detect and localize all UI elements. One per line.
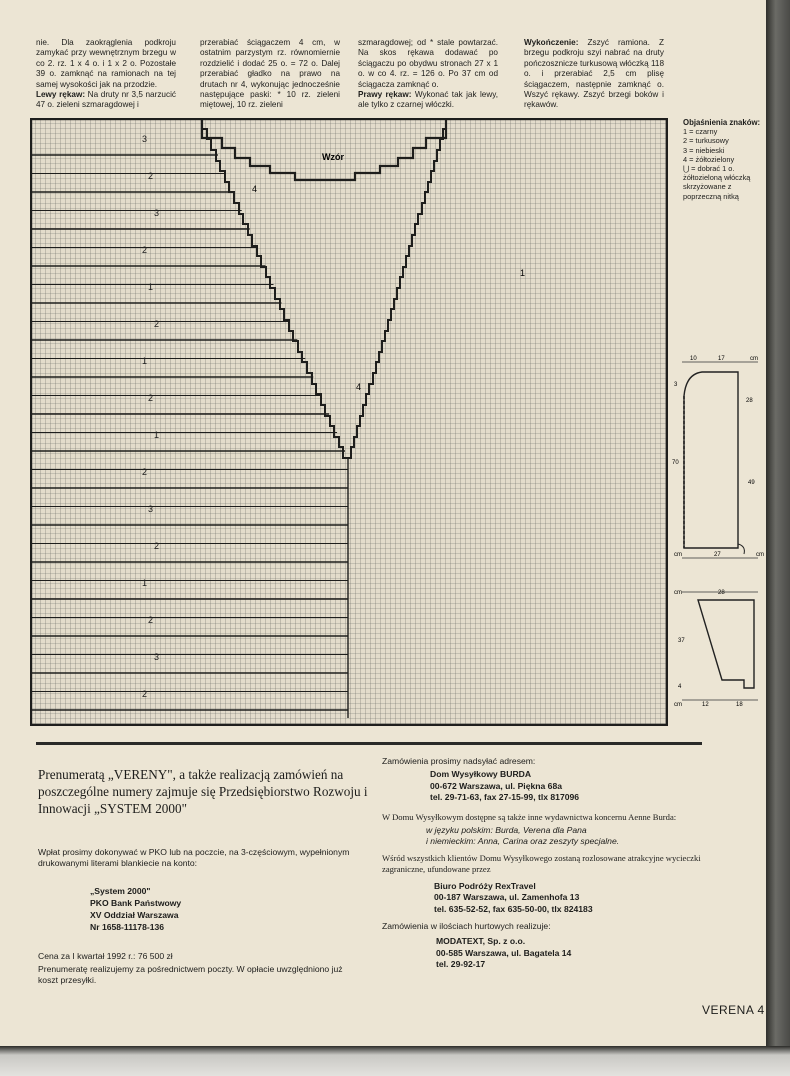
payment-intro: Wpłat prosimy dokonywać w PKO lub na poczcie, na 3-częściowym, wypełnionym drukowanymi literami blankiecie na konto: xyxy=(38,847,350,868)
body-dim-top-cm: cm xyxy=(750,356,758,362)
sleeve-schematic xyxy=(672,584,768,708)
sleeve-dim-bottom-cm: cm xyxy=(674,702,682,708)
body-dim-right-upper: 28 xyxy=(746,398,753,404)
body-dim-left-top: 3 xyxy=(674,382,678,388)
instructions-column-1 xyxy=(36,38,176,111)
stripe-label: 3 xyxy=(154,208,160,218)
order-info xyxy=(382,756,702,971)
legend-item-1: 1 = czarny xyxy=(683,127,718,137)
sleeve-dim-left-bottom: 4 xyxy=(678,684,682,690)
stripe-label: 3 xyxy=(154,652,160,662)
stripe-label: 2 xyxy=(148,393,154,403)
publications-polish: w języku polskim: Burda, Verena dla Pana xyxy=(426,824,587,835)
instructions-column-3 xyxy=(358,38,498,111)
postal-note: Prenumeratę realizujemy za pośrednictwem poczty. W opłacie uwzględniono już koszt przesyłki. xyxy=(38,964,343,985)
sleeve-dim-bottom-12: 12 xyxy=(702,702,709,708)
burda-address xyxy=(430,769,702,804)
account-line-1: „System 2000" xyxy=(90,886,151,896)
sleeve-dim-top-28: 28 xyxy=(718,590,725,596)
col4-text: Zszyć ramiona. Z brzegu podkroju szyi nabrać na druty pończosznicze turkusową włóczką 118 o. i przerabiać 2,5 cm plisę ściągaczem, następnie zamknąć o. Wszyć rękawy. Zszyć brzegi boków i rękawów. xyxy=(524,38,665,110)
legend-item-extra: ⋃ = dobrać 1 o. żółtozieloną włóczką skrzyżowane z poprzeczną nitką xyxy=(683,164,751,201)
stripe-label: 3 xyxy=(148,504,154,514)
body-dim-top-17: 17 xyxy=(718,356,725,362)
col3-text: szmaragdowej; od * stale powtarzać. Na skos rękawa dodawać po ściągaczu po obydwu stronach 27 x 1 o. w co 4. rz. = 126 o. Po 37 cm od ściągacza zamknąć o. xyxy=(358,38,498,89)
region-label-center: 4 xyxy=(356,382,362,392)
modatext-address xyxy=(436,936,702,971)
body-dim-bottom-27: 27 xyxy=(714,552,721,558)
price-info: Cena za I kwartał 1992 r.: 76 500 zł xyxy=(38,951,173,961)
travel-line-2: 00-187 Warszawa, ul. Zamenhofa 13 xyxy=(434,892,580,902)
page-edge-shadow-bottom xyxy=(0,1046,790,1076)
chart-grid xyxy=(30,118,668,726)
sleeve-dim-top-cm: cm xyxy=(674,590,682,596)
body-dim-bottom-cm-right: cm xyxy=(756,552,764,558)
stripe-label: 2 xyxy=(142,467,148,477)
body-schematic xyxy=(672,352,768,564)
burda-line-3: tel. 29-71-63, fax 27-15-99, tlx 817096 xyxy=(430,792,580,802)
legend-item-2: 2 = turkusowy xyxy=(683,136,729,146)
stripe-label: 1 xyxy=(142,356,148,366)
body-dim-bottom-cm-left: cm xyxy=(674,552,682,558)
body-dim-top-10: 10 xyxy=(690,356,697,362)
stripe-label: 1 xyxy=(154,430,160,440)
subscription-info xyxy=(38,766,368,986)
clients-raffle: Wśród wszystkich klientów Domu Wysyłkowego zostaną rozlosowane atrakcyjne wycieczki zagraniczne, ufundowane przez xyxy=(382,852,701,874)
chart-legend xyxy=(683,118,765,201)
stripe-label: 2 xyxy=(142,245,148,255)
legend-title: Objaśnienia znaków: xyxy=(683,118,761,127)
page-footer-label: VERENA 4 xyxy=(702,1003,765,1017)
page-edge-shadow-right xyxy=(766,0,790,1076)
stripe-label: 2 xyxy=(154,319,160,329)
account-line-2: PKO Bank Państwowy xyxy=(90,898,182,908)
chart-title: Wzór xyxy=(322,152,344,162)
sleeve-outline xyxy=(698,600,754,688)
col1-heading-left-sleeve: Lewy rękaw: xyxy=(36,90,86,100)
wholesale-intro: Zamówienia w ilościach hurtowych realizuje: xyxy=(382,921,551,931)
instructions-column-4 xyxy=(524,38,664,111)
legend-item-3: 3 = niebieski xyxy=(683,145,725,155)
knitting-pattern-chart xyxy=(30,118,668,726)
burda-line-1: Dom Wysyłkowy BURDA xyxy=(430,769,532,779)
col2-text: przerabiać ściągaczem 4 cm, w ostatnim parzystym rz. równomiernie rozdzielić i dodać 25 o. = 72 o. Dalej przerabiać gładko na prawo na drutach nr 4, wykonując jednocześnie następujące paski: * 10 rz. zieleni miętowej, 10 rz. zieleni xyxy=(200,38,340,110)
stripe-label: 3 xyxy=(142,134,148,144)
stripe-label: 2 xyxy=(148,615,154,625)
body-outline xyxy=(684,372,738,548)
section-divider xyxy=(36,742,702,745)
modatext-line-1: MODATEXT, Sp. z o.o. xyxy=(436,936,526,946)
account-line-4: Nr 1658-11178-136 xyxy=(90,922,165,932)
col1-text-2: Na druty nr 3,5 narzucić 47 o. zieleni szmaragdowej i xyxy=(36,90,176,110)
account-line-3: XV Oddział Warszawa xyxy=(90,910,179,920)
orders-intro: Zamówienia prosimy nadsyłać adresem: xyxy=(382,756,536,766)
sleeve-dim-left-37: 37 xyxy=(678,638,685,644)
col1-text: nie. Dla zaokrąglenia podkroju zamykać przy wewnętrznym brzegu w co 2. rz. 1 x 4 o. i 1 x 2 o. Pozostałe 39 o. zamknąć na ramionach na tej samej wysokości jak na przodzie. xyxy=(36,38,176,89)
modatext-line-3: tel. 29-92-17 xyxy=(436,959,486,969)
bank-account xyxy=(90,885,368,933)
body-hem-curve xyxy=(738,544,744,554)
region-label-left: 4 xyxy=(252,184,258,194)
region-label-right: 1 xyxy=(520,268,526,278)
burda-line-2: 00-672 Warszawa, ul. Piękna 68a xyxy=(430,780,563,791)
col4-heading-finishing: Wykończenie: xyxy=(524,38,579,47)
stripe-label: 1 xyxy=(142,578,148,588)
body-dim-left-mid: 70 xyxy=(672,460,679,466)
travel-line-3: tel. 635-52-52, fax 635-50-00, tlx 824183 xyxy=(434,903,593,914)
publications-german: i niemieckim: Anna, Carina oraz zeszyty specjalne. xyxy=(426,835,620,846)
other-publications: W Domu Wysyłkowym dostępne są także inne wydawnictwa koncernu Aenne Burda: xyxy=(382,811,677,822)
stripe-label: 1 xyxy=(148,282,154,292)
travel-agency-address xyxy=(434,881,702,916)
sleeve-dim-bottom-18: 18 xyxy=(736,702,743,708)
stripe-label: 2 xyxy=(142,689,148,699)
stripe-label: 2 xyxy=(148,171,154,181)
subscription-headline: Prenumeratą „VERENY", a także realizacją zamówień na poszczególne numery zajmuje się Przedsiębiorstwo Rozwoju i Innowacji „SYSTEM 2000" xyxy=(38,767,368,816)
col3-text-2: Wykonać tak jak lewy, ale tylko z czarnej włóczki. xyxy=(358,90,498,110)
legend-item-4: 4 = żółtozielony xyxy=(683,154,735,164)
stripe-label: 2 xyxy=(154,541,160,551)
modatext-line-2: 00-585 Warszawa, ul. Bagatela 14 xyxy=(436,947,572,958)
body-dim-right-lower: 49 xyxy=(748,480,755,486)
col3-heading-right-sleeve: Prawy rękaw: xyxy=(358,90,412,100)
instructions-column-2 xyxy=(200,38,340,111)
travel-line-1: Biuro Podróży RexTravel xyxy=(434,880,536,891)
